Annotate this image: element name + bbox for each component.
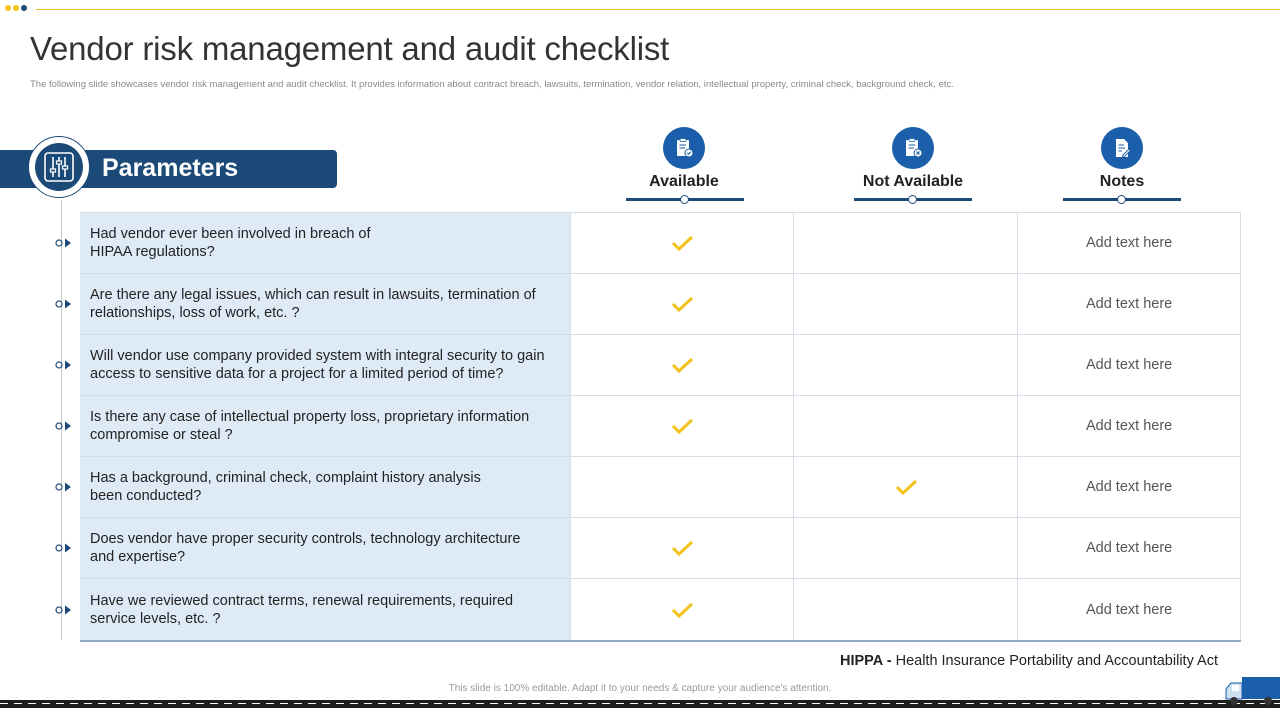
not-available-cell — [793, 213, 1017, 273]
notes-cell — [1017, 274, 1241, 334]
row-marker-icon — [55, 237, 73, 249]
available-cell — [570, 457, 794, 517]
note-text[interactable]: Add text here — [1085, 418, 1173, 434]
top-accent-line — [36, 9, 1280, 10]
row-marker-icon — [55, 481, 73, 493]
checkmark-icon — [670, 356, 694, 374]
checkmark-icon — [670, 417, 694, 435]
table-row — [80, 396, 1241, 457]
question-line-1: Are there any legal issues, which can result in lawsuits, termination of — [90, 287, 536, 303]
not-available-cell — [793, 274, 1017, 334]
parameters-label: Parameters — [102, 154, 239, 182]
question-line-2: access to sensitive data for a project for a limited period of time? — [90, 366, 504, 382]
not-available-cell — [793, 518, 1017, 578]
available-cell — [570, 518, 794, 578]
table-row — [80, 335, 1241, 396]
clipboard-check-icon — [663, 127, 705, 169]
page-subtitle: The following slide showcases vendor risk management and audit checklist. It provides information about contract breach, lawsuits, termination, vendor relation, intellectual property, criminal check, background check, etc. — [30, 79, 954, 90]
road-strip — [0, 700, 1280, 708]
document-pen-icon — [1101, 127, 1143, 169]
question-line-1: Had vendor ever been involved in breach of — [90, 226, 371, 242]
question-cell — [80, 518, 570, 578]
question-cell — [80, 213, 570, 273]
question-line-1: Is there any case of intellectual property loss, proprietary information — [90, 409, 530, 425]
table-row — [80, 213, 1241, 274]
available-label: Available — [649, 173, 719, 190]
not-available-cell — [793, 457, 1017, 517]
question-line-2: HIPAA regulations? — [90, 244, 215, 260]
row-marker-icon — [55, 359, 73, 371]
table-row — [80, 274, 1241, 335]
available-cell — [570, 274, 794, 334]
page-title: Vendor risk management and audit checklist — [30, 30, 670, 67]
question-line-1: Does vendor have proper security controls, technology architecture — [90, 531, 521, 547]
question-cell — [80, 457, 570, 517]
footnote-definition: Health Insurance Portability and Accountability Act — [891, 653, 1218, 669]
row-marker-icon — [55, 542, 73, 554]
question-cell — [80, 274, 570, 334]
truck-icon — [1222, 677, 1280, 707]
footnote-term: HIPPA - — [840, 653, 892, 669]
available-cell — [570, 213, 794, 273]
row-marker-icon — [55, 420, 73, 432]
note-text[interactable]: Add text here — [1085, 479, 1173, 495]
note-text[interactable]: Add text here — [1085, 235, 1173, 251]
checkmark-icon — [894, 478, 918, 496]
notes-cell — [1017, 335, 1241, 395]
question-line-2: and expertise? — [90, 549, 186, 565]
table-row — [80, 457, 1241, 518]
row-marker-icon — [55, 604, 73, 616]
question-line-1: Has a background, criminal check, complaint history analysis — [90, 470, 481, 486]
notes-cell — [1017, 518, 1241, 578]
not-available-cell — [793, 335, 1017, 395]
column-header-available — [614, 127, 754, 191]
dot-1 — [5, 5, 11, 11]
checkmark-icon — [670, 601, 694, 619]
question-line-2: compromise or steal ? — [90, 427, 233, 443]
notes-cell — [1017, 579, 1241, 640]
available-cell — [570, 335, 794, 395]
editable-note: This slide is 100% editable. Adapt it to your needs & capture your audience's attention. — [448, 683, 832, 694]
not-available-cell — [793, 396, 1017, 456]
not-available-label: Not Available — [862, 173, 964, 190]
table-row — [80, 579, 1241, 640]
notes-knob — [1117, 195, 1126, 204]
question-line-2: relationships, loss of work, etc. ? — [90, 305, 300, 321]
checkmark-icon — [670, 295, 694, 313]
note-text[interactable]: Add text here — [1085, 357, 1173, 373]
checkmark-icon — [670, 539, 694, 557]
sliders-icon — [35, 143, 83, 191]
table-row — [80, 518, 1241, 579]
not-available-cell — [793, 579, 1017, 640]
note-text[interactable]: Add text here — [1085, 540, 1173, 556]
clipboard-x-icon — [892, 127, 934, 169]
question-cell — [80, 396, 570, 456]
notes-cell — [1017, 457, 1241, 517]
row-marker-icon — [55, 298, 73, 310]
column-header-notes — [1052, 127, 1192, 191]
notes-cell — [1017, 213, 1241, 273]
available-knob — [680, 195, 689, 204]
question-line-1: Have we reviewed contract terms, renewal requirements, required — [90, 592, 514, 609]
footnote — [840, 653, 1218, 669]
road-dashes — [0, 703, 1280, 704]
note-text[interactable]: Add text here — [1085, 601, 1173, 618]
not-available-knob — [908, 195, 917, 204]
column-header-not-available — [843, 127, 983, 191]
slide-dots — [5, 5, 27, 11]
available-cell — [570, 579, 794, 640]
dot-2 — [13, 5, 19, 11]
note-text[interactable]: Add text here — [1085, 296, 1173, 312]
dot-3 — [21, 5, 27, 11]
question-line-2: been conducted? — [90, 488, 202, 504]
question-cell — [80, 579, 570, 640]
checklist-table — [80, 212, 1241, 642]
question-line-1: Will vendor use company provided system with integral security to gain — [90, 348, 545, 364]
checkmark-icon — [670, 234, 694, 252]
parameters-badge — [28, 136, 90, 198]
notes-cell — [1017, 396, 1241, 456]
notes-label: Notes — [1099, 173, 1145, 190]
question-line-2: service levels, etc. ? — [90, 610, 221, 627]
available-cell — [570, 396, 794, 456]
question-cell — [80, 335, 570, 395]
